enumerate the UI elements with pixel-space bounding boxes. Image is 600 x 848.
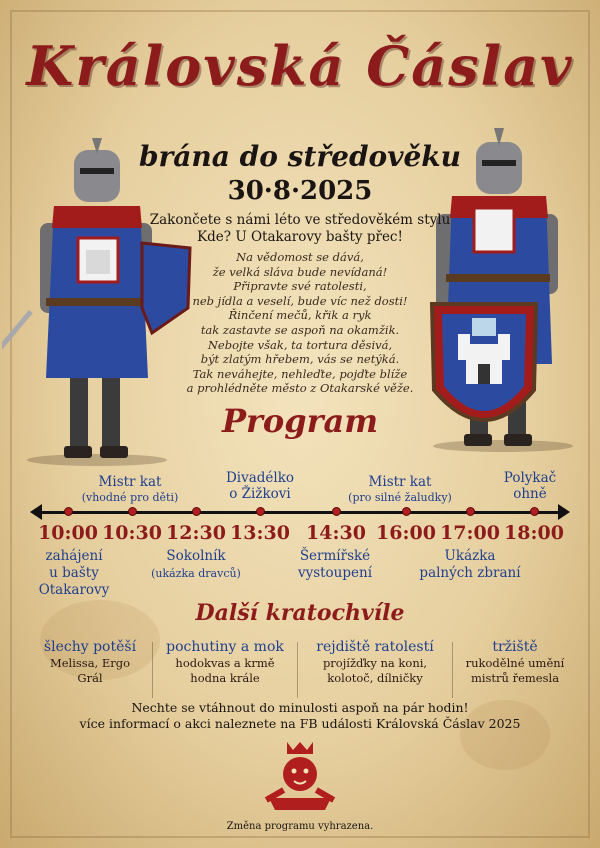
program-heading: Program <box>221 402 379 440</box>
poem-line: být zlatým hřebem, vás se netýká. <box>200 352 400 367</box>
intro-line-1: Zakončete s námi léto ve středověkém stylu <box>149 212 451 228</box>
poster-title: Královská Čáslav <box>26 34 574 98</box>
timeline-arrow-right-icon <box>558 504 570 520</box>
event-date: 30·8·2025 <box>227 176 373 206</box>
poem-line: Na vědomost se dává, <box>236 250 364 264</box>
program-event-bottom: Šermířské vystoupení <box>297 548 373 581</box>
program-time: 18:00 <box>504 522 564 544</box>
timeline-dot <box>192 507 201 516</box>
program-time: 10:30 <box>102 522 162 544</box>
poem <box>150 250 450 396</box>
extras-item: tržiště rukodělné umění mistrů řemesla <box>465 639 565 685</box>
crown-icon <box>287 742 313 754</box>
program-event-top: Polykač ohně <box>503 470 557 502</box>
program-event-bottom: zahájení u bašty Otakarovy <box>38 548 110 598</box>
program-time: 10:00 <box>38 522 98 544</box>
timeline-dot <box>332 507 341 516</box>
timeline-line <box>40 511 560 514</box>
extras-item: rejdiště ratolestí projížďky na koni, kolotoč, dílničky <box>316 639 434 685</box>
poem-line: neb jídla a veselí, bude víc než dosti! <box>192 293 408 308</box>
program-event-top: Mistr kat (vhodné pro děti) <box>81 474 179 504</box>
poem-line: Řinčení mečů, křik a ryk <box>228 308 372 323</box>
disclaimer-note: Změna programu vyhrazena. <box>226 821 374 832</box>
program-event-bottom: Ukázka palných zbraní <box>419 548 521 581</box>
program-event-top: Divadélko o Žižkovi <box>225 470 295 502</box>
timeline-dot <box>530 507 539 516</box>
column-divider <box>152 642 153 698</box>
poem-line: Připravte své ratolesti, <box>233 279 367 294</box>
column-divider <box>297 642 298 698</box>
timeline-dot <box>466 507 475 516</box>
program-time: 13:30 <box>230 522 290 544</box>
extras-item: pochutiny a mok hodokvas a krmě hodna krále <box>166 639 284 685</box>
timeline-dot <box>402 507 411 516</box>
footer-line-1: Nechte se vtáhnout do minulosti aspoň na pár hodin! <box>131 700 469 715</box>
intro-text <box>130 212 470 246</box>
timeline-dot <box>64 507 73 516</box>
extras-item: šlechy potěší Melissa, Ergo Grál <box>43 639 137 685</box>
poem-line: že velká sláva bude nevídaná! <box>212 264 388 279</box>
poem-line: tak zastavte se aspoň na okamžik. <box>200 322 400 337</box>
column-divider <box>452 642 453 698</box>
poem-line: Nebojte však, ta tortura děsivá, <box>207 337 393 352</box>
footer-text <box>0 700 600 732</box>
program-time: 16:00 <box>376 522 436 544</box>
intro-line-2: Kde? U Otakarovy bašty přec! <box>197 229 403 245</box>
program-time: 12:30 <box>166 522 226 544</box>
timeline-dot <box>256 507 265 516</box>
poster-subtitle: brána do středověku <box>138 140 462 173</box>
lion-crest-icon <box>263 740 337 816</box>
program-time: 14:30 <box>306 522 366 544</box>
extras-heading: Další kratochvíle <box>195 600 405 626</box>
timeline-dot <box>128 507 137 516</box>
poem-line: Tak neváhejte, nehleďte, pojďte blíže <box>192 366 408 381</box>
footer-line-2: více informací o akci naleznete na FB události Královská Čáslav 2025 <box>79 716 521 731</box>
program-time: 17:00 <box>440 522 500 544</box>
program-event-top: Mistr kat (pro silné žaludky) <box>348 474 452 504</box>
poem-line: a prohlédněte město z Otakarské věže. <box>186 381 414 396</box>
program-event-bottom: Sokolník (ukázka dravců) <box>151 548 241 580</box>
